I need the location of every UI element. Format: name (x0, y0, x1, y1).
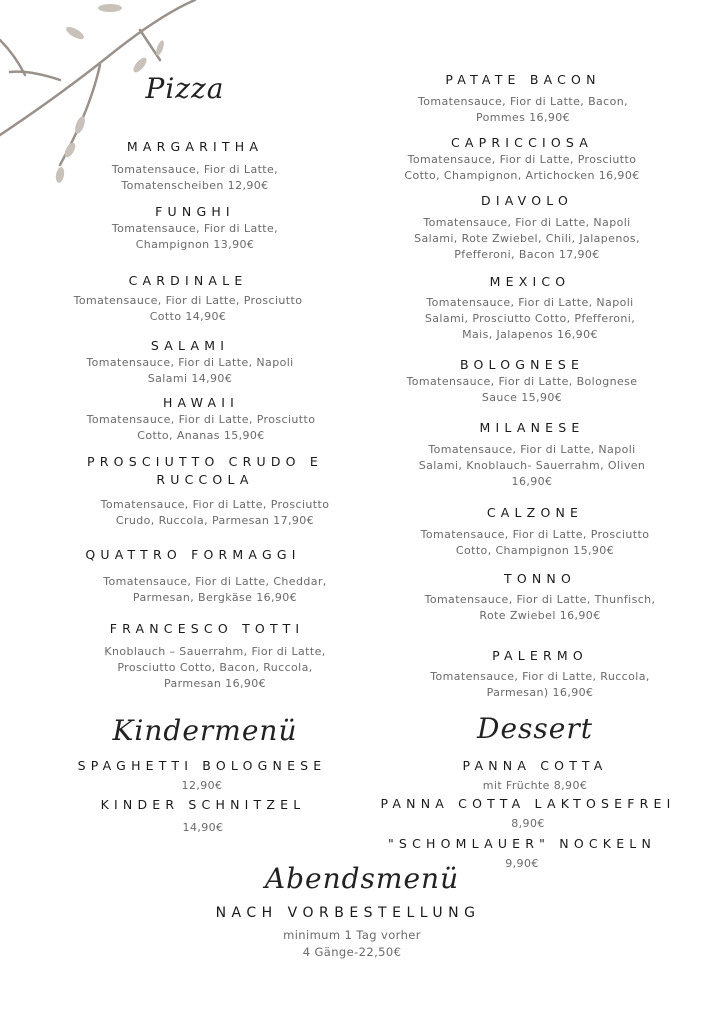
item-name: PATATE BACON (445, 72, 601, 87)
item-desc: Tomatensauce, Fior di Latte, Bolognese Sauce 15,90€ (406, 375, 638, 404)
item-desc: Tomatensauce, Fior di Latte, Napoli Salami, Knoblauch- Sauerrahm, Oliven 16,90€ (418, 443, 646, 488)
item-desc: Tomatensauce, Fior di Latte, Ruccola, Parmesan) 16,90€ (430, 670, 650, 699)
menu-item (330, 273, 724, 343)
section-title-abend: Abendsmenü (264, 862, 460, 895)
menu-item (327, 192, 724, 263)
item-name: PALERMO (492, 648, 588, 663)
item-name: CAPRICCIOSA (450, 135, 594, 150)
item-desc: 8,90€ (511, 817, 545, 830)
item-desc: Knoblauch – Sauerrahm, Fior di Latte, Prosciutto Cotto, Bacon, Ruccola, Parmesan 16,90€ (104, 645, 326, 690)
menu-item (322, 134, 722, 184)
item-desc: Tomatensauce, Fior di Latte, Tomatenscheiben 12,90€ (111, 163, 279, 192)
item-name: MEXICO (489, 274, 571, 289)
item-name: PANNA COTTA LAKTOSEFREI (380, 796, 676, 811)
item-desc: Tomatensauce, Fior di Latte, Thunfisch, Rote Zwiebel 16,90€ (424, 593, 656, 622)
section-title-pizza: Pizza (145, 72, 225, 105)
item-name: MARGARITHA (126, 139, 264, 154)
item-name: SPAGHETTI BOLOGNESE (77, 758, 327, 773)
item-name: CALZONE (486, 505, 584, 520)
item-name: NACH VORBESTELLUNG (215, 905, 481, 921)
item-name: MILANESE (479, 420, 585, 435)
item-desc: Tomatensauce, Fior di Latte, Prosciutto Cotto, Champignon, Artichocken 16,90€ (404, 153, 640, 182)
item-name: FUNGHI (155, 204, 235, 219)
item-name: PROSCIUTTO CRUDO E RUCCOLA (87, 454, 323, 487)
item-name: BOLOGNESE (459, 357, 585, 372)
item-name: DIAVOLO (481, 193, 573, 208)
item-name: SALAMI (150, 338, 230, 353)
menu-item (335, 504, 724, 559)
item-desc: minimum 1 Tag vorher 4 Gänge-22,50€ (283, 928, 421, 959)
item-name: TONNO (503, 571, 576, 586)
item-desc: Tomatensauce, Fior di Latte, Prosciutto Cotto, Ananas 15,90€ (86, 413, 316, 442)
section-title-dessert: Dessert (477, 712, 593, 745)
item-desc: Tomatensauce, Fior di Latte, Champignon 13,90€ (111, 222, 279, 251)
menu-item (148, 904, 548, 961)
menu-item (323, 71, 723, 126)
item-desc: Tomatensauce, Fior di Latte, Napoli Salami 14,90€ (86, 356, 294, 385)
item-desc: Tomatensauce, Fior di Latte, Bacon, Pommes 16,90€ (418, 95, 628, 124)
item-name: PANNA COTTA (462, 758, 608, 773)
item-name: FRANCESCO TOTTI (109, 621, 305, 636)
menu-item (340, 647, 724, 701)
item-desc: Tomatensauce, Fior di Latte, Prosciutto Crudo, Ruccola, Parmesan 17,90€ (100, 498, 330, 527)
item-desc: Tomatensauce, Fior di Latte, Napoli Salami, Prosciutto Cotto, Pfefferoni, Mais, Jalapenos 16,90€ (424, 296, 636, 341)
item-desc: Tomatensauce, Fior di Latte, Napoli Salami, Rote Zwiebel, Chili, Jalapenos, Pfefferoni, Bacon 17,90€ (414, 216, 640, 261)
item-name: QUATTRO FORMAGGI (85, 547, 301, 562)
menu-item (322, 356, 722, 406)
item-desc: Tomatensauce, Fior di Latte, Prosciutto Cotto 14,90€ (73, 294, 303, 323)
menu-item (340, 570, 724, 624)
section-title-kinder: Kindermenü (112, 714, 298, 747)
item-desc: 14,90€ (182, 821, 224, 834)
item-name: KINDER SCHNITZEL (100, 797, 306, 812)
item-desc: Tomatensauce, Fior di Latte, Prosciutto Cotto, Champignon 15,90€ (420, 528, 650, 557)
menu-item (335, 757, 724, 794)
item-desc: Tomatensauce, Fior di Latte, Cheddar, Parmesan, Bergkäse 16,90€ (103, 575, 327, 604)
menu-item (332, 419, 724, 490)
item-desc: 12,90€ (181, 779, 223, 792)
menu-item (328, 795, 724, 832)
item-desc: mit Früchte 8,90€ (482, 779, 588, 792)
item-name: HAWAII (162, 395, 240, 410)
item-name: CARDINALE (128, 273, 248, 288)
item-name: "SCHOMLAUER" NOCKELN (387, 836, 657, 851)
item-desc: 9,90€ (505, 857, 539, 870)
